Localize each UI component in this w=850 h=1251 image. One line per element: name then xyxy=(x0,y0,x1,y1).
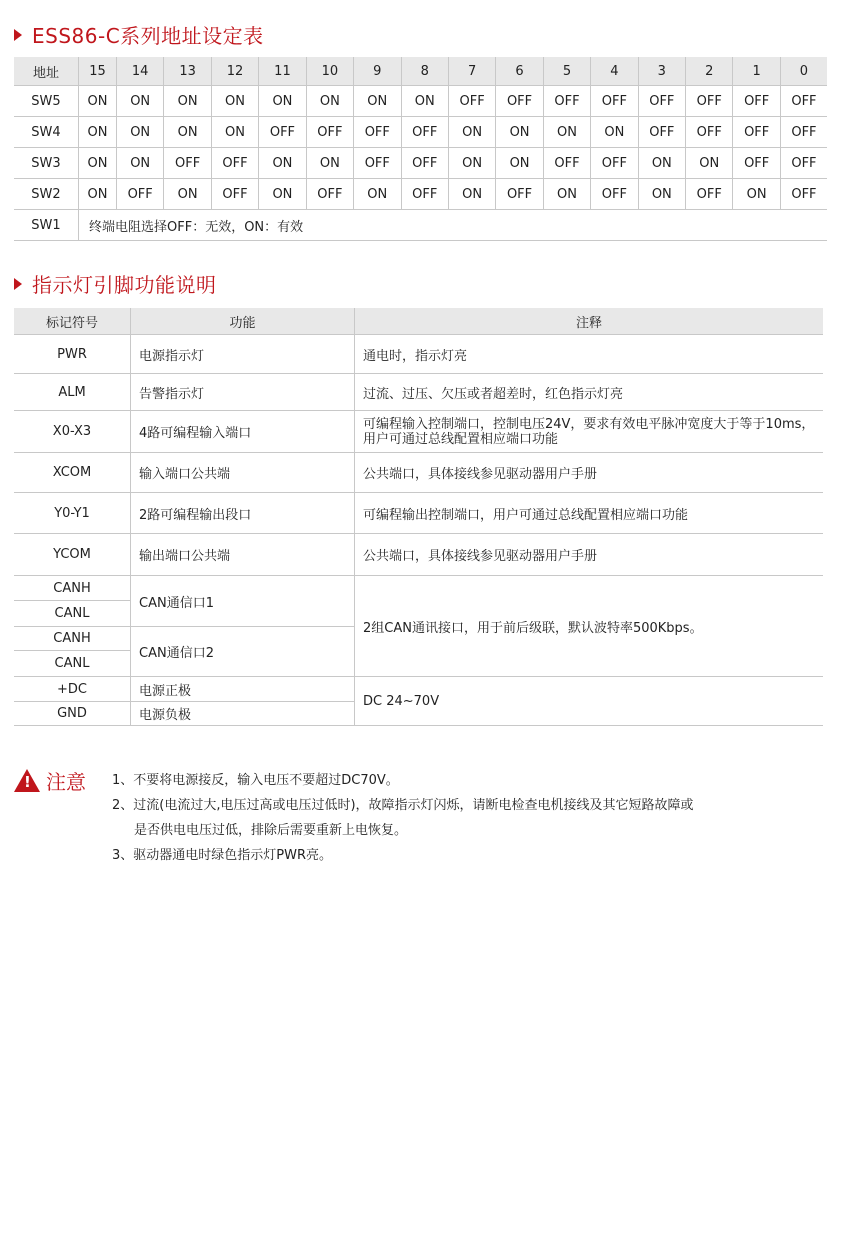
switch-state-cell: OFF xyxy=(638,117,685,148)
header-cell: 13 xyxy=(164,57,211,86)
notice-label: 注意 xyxy=(46,770,86,794)
switch-state-cell: ON xyxy=(591,117,638,148)
switch-state-cell: OFF xyxy=(591,86,638,117)
switch-state-cell: OFF xyxy=(686,117,733,148)
table-header-row xyxy=(14,57,827,86)
function-cell: 输入端口公共端 xyxy=(131,453,355,493)
header-cell: 功能 xyxy=(131,308,355,335)
table-header-row xyxy=(14,308,823,335)
switch-label-cell: SW5 xyxy=(14,86,79,117)
table-row xyxy=(14,148,827,179)
symbol-cell: YCOM xyxy=(14,534,131,576)
switch-label-cell: SW3 xyxy=(14,148,79,179)
table-row xyxy=(14,117,827,148)
switch-state-cell: ON xyxy=(306,148,353,179)
switch-state-cell: ON xyxy=(259,179,306,210)
notice-item: 是否供电电压过低，排除后需要重新上电恢复。 xyxy=(134,823,408,838)
switch-state-cell: ON xyxy=(79,148,117,179)
switch-state-cell: OFF xyxy=(733,117,780,148)
switch-state-cell: OFF xyxy=(211,179,258,210)
header-cell: 9 xyxy=(354,57,401,86)
table-row xyxy=(14,453,823,493)
notice-item: 1、不要将电源接反，输入电压不要超过DC70V。 xyxy=(112,773,399,788)
switch-state-cell: OFF xyxy=(591,148,638,179)
switch-label-cell: SW4 xyxy=(14,117,79,148)
switch-state-cell: ON xyxy=(164,86,211,117)
switch-state-cell: OFF xyxy=(211,148,258,179)
header-cell: 地址 xyxy=(14,57,79,86)
switch-state-cell: OFF xyxy=(780,86,827,117)
header-cell: 0 xyxy=(780,57,827,86)
function-cell: CAN通信口2 xyxy=(131,627,355,677)
table-row xyxy=(14,576,823,601)
switch-state-cell: OFF xyxy=(686,86,733,117)
symbol-cell: Y0-Y1 xyxy=(14,493,131,534)
notice-heading xyxy=(14,766,86,795)
note-cell: 公共端口，具体接线参见驱动器用户手册 xyxy=(355,453,824,493)
switch-state-cell: OFF xyxy=(116,179,163,210)
switch-state-cell: OFF xyxy=(354,117,401,148)
switch-state-cell: OFF xyxy=(780,148,827,179)
switch-state-cell: OFF xyxy=(306,179,353,210)
header-cell: 15 xyxy=(79,57,117,86)
switch-state-cell: OFF xyxy=(496,179,543,210)
switch-state-cell: ON xyxy=(164,179,211,210)
header-cell: 5 xyxy=(543,57,590,86)
symbol-cell: GND xyxy=(14,702,131,726)
header-cell: 3 xyxy=(638,57,685,86)
symbol-cell: ALM xyxy=(14,374,131,411)
table-row xyxy=(14,210,827,241)
switch-state-cell: OFF xyxy=(733,86,780,117)
header-cell: 1 xyxy=(733,57,780,86)
switch-state-cell: ON xyxy=(686,148,733,179)
switch-state-cell: ON xyxy=(116,117,163,148)
table-row xyxy=(14,86,827,117)
switch-state-cell: ON xyxy=(496,117,543,148)
switch-state-cell: ON xyxy=(638,179,685,210)
address-setting-table xyxy=(14,57,827,241)
switch-state-cell: ON xyxy=(211,86,258,117)
note-cell: 过流、过压、欠压或者超差时，红色指示灯亮 xyxy=(355,374,824,411)
switch-state-cell: ON xyxy=(543,117,590,148)
section-title-text: 指示灯引脚功能说明 xyxy=(32,273,217,297)
table-row xyxy=(14,677,823,702)
switch-state-cell: ON xyxy=(543,179,590,210)
switch-state-cell: OFF xyxy=(259,117,306,148)
section-title-address xyxy=(14,20,264,49)
note-cell: 2组CAN通讯接口，用于前后级联，默认波特率500Kbps。 xyxy=(355,576,824,677)
switch-state-cell: OFF xyxy=(733,148,780,179)
function-cell: 2路可编程输出段口 xyxy=(131,493,355,534)
switch-state-cell: ON xyxy=(116,86,163,117)
switch-state-cell: OFF xyxy=(306,117,353,148)
switch-label-cell: SW1 xyxy=(14,210,79,241)
function-cell: 电源负极 xyxy=(131,702,355,726)
header-cell: 6 xyxy=(496,57,543,86)
symbol-cell: CANL xyxy=(14,601,131,627)
switch-state-cell: OFF xyxy=(354,148,401,179)
notice-item: 2、过流(电流过大,电压过高或电压过低时)，故障指示灯闪烁，请断电检查电机接线及其它短路故障或 xyxy=(112,798,694,813)
header-cell: 8 xyxy=(401,57,448,86)
switch-state-cell: OFF xyxy=(780,117,827,148)
header-cell: 12 xyxy=(211,57,258,86)
switch-state-cell: ON xyxy=(164,117,211,148)
header-cell: 7 xyxy=(448,57,495,86)
table-row xyxy=(14,335,823,374)
note-cell: 可编程输出控制端口，用户可通过总线配置相应端口功能 xyxy=(355,493,824,534)
header-cell: 10 xyxy=(306,57,353,86)
section-title-indicator xyxy=(14,269,217,298)
note-cell: 公共端口，具体接线参见驱动器用户手册 xyxy=(355,534,824,576)
symbol-cell: XCOM xyxy=(14,453,131,493)
function-cell: 4路可编程输入端口 xyxy=(131,411,355,453)
symbol-cell: CANL xyxy=(14,651,131,677)
symbol-cell: CANH xyxy=(14,627,131,651)
function-cell: 告警指示灯 xyxy=(131,374,355,411)
header-cell: 标记符号 xyxy=(14,308,131,335)
function-cell: CAN通信口1 xyxy=(131,576,355,627)
warning-icon: ! xyxy=(14,769,40,792)
symbol-cell: PWR xyxy=(14,335,131,374)
switch-state-cell: ON xyxy=(79,179,117,210)
symbol-cell: X0-X3 xyxy=(14,411,131,453)
triangle-marker-icon xyxy=(14,29,22,41)
switch-state-cell: ON xyxy=(354,179,401,210)
switch-state-cell: OFF xyxy=(401,117,448,148)
header-cell: 2 xyxy=(686,57,733,86)
switch-state-cell: OFF xyxy=(638,86,685,117)
header-cell: 4 xyxy=(591,57,638,86)
notice-item: 3、驱动器通电时绿色指示灯PWR亮。 xyxy=(112,848,332,863)
table-row xyxy=(14,534,823,576)
symbol-cell: +DC xyxy=(14,677,131,702)
switch-state-cell: OFF xyxy=(591,179,638,210)
note-cell: DC 24~70V xyxy=(355,677,824,726)
switch-state-cell: OFF xyxy=(686,179,733,210)
switch-state-cell: ON xyxy=(211,117,258,148)
triangle-marker-icon xyxy=(14,278,22,290)
switch-state-cell: ON xyxy=(448,117,495,148)
symbol-cell: CANH xyxy=(14,576,131,601)
sw1-note-cell: 终端电阻选择OFF：无效，ON：有效 xyxy=(79,210,828,241)
switch-state-cell: OFF xyxy=(780,179,827,210)
table-row xyxy=(14,411,823,453)
switch-state-cell: ON xyxy=(259,148,306,179)
switch-state-cell: ON xyxy=(638,148,685,179)
switch-state-cell: ON xyxy=(448,179,495,210)
notice-list xyxy=(112,768,694,868)
function-cell: 电源正极 xyxy=(131,677,355,702)
pin-function-table xyxy=(14,308,823,726)
header-cell: 14 xyxy=(116,57,163,86)
switch-state-cell: OFF xyxy=(496,86,543,117)
note-cell: 可编程输入控制端口，控制电压24V，要求有效电平脉冲宽度大于等于10ms，用户可通过总线配置相应端口功能 xyxy=(355,411,824,453)
switch-state-cell: ON xyxy=(259,86,306,117)
function-cell: 电源指示灯 xyxy=(131,335,355,374)
table-row xyxy=(14,374,823,411)
switch-state-cell: ON xyxy=(79,117,117,148)
switch-state-cell: OFF xyxy=(448,86,495,117)
switch-state-cell: OFF xyxy=(543,86,590,117)
table-row xyxy=(14,179,827,210)
switch-state-cell: OFF xyxy=(401,148,448,179)
switch-state-cell: ON xyxy=(306,86,353,117)
switch-state-cell: ON xyxy=(116,148,163,179)
switch-state-cell: ON xyxy=(401,86,448,117)
switch-label-cell: SW2 xyxy=(14,179,79,210)
function-cell: 输出端口公共端 xyxy=(131,534,355,576)
header-cell: 注释 xyxy=(355,308,824,335)
switch-state-cell: ON xyxy=(496,148,543,179)
header-cell: 11 xyxy=(259,57,306,86)
switch-state-cell: ON xyxy=(79,86,117,117)
switch-state-cell: OFF xyxy=(543,148,590,179)
switch-state-cell: ON xyxy=(733,179,780,210)
section-title-text: ESS86-C系列地址设定表 xyxy=(32,24,264,48)
switch-state-cell: ON xyxy=(354,86,401,117)
table-row xyxy=(14,493,823,534)
note-cell: 通电时，指示灯亮 xyxy=(355,335,824,374)
switch-state-cell: OFF xyxy=(164,148,211,179)
switch-state-cell: ON xyxy=(448,148,495,179)
switch-state-cell: OFF xyxy=(401,179,448,210)
